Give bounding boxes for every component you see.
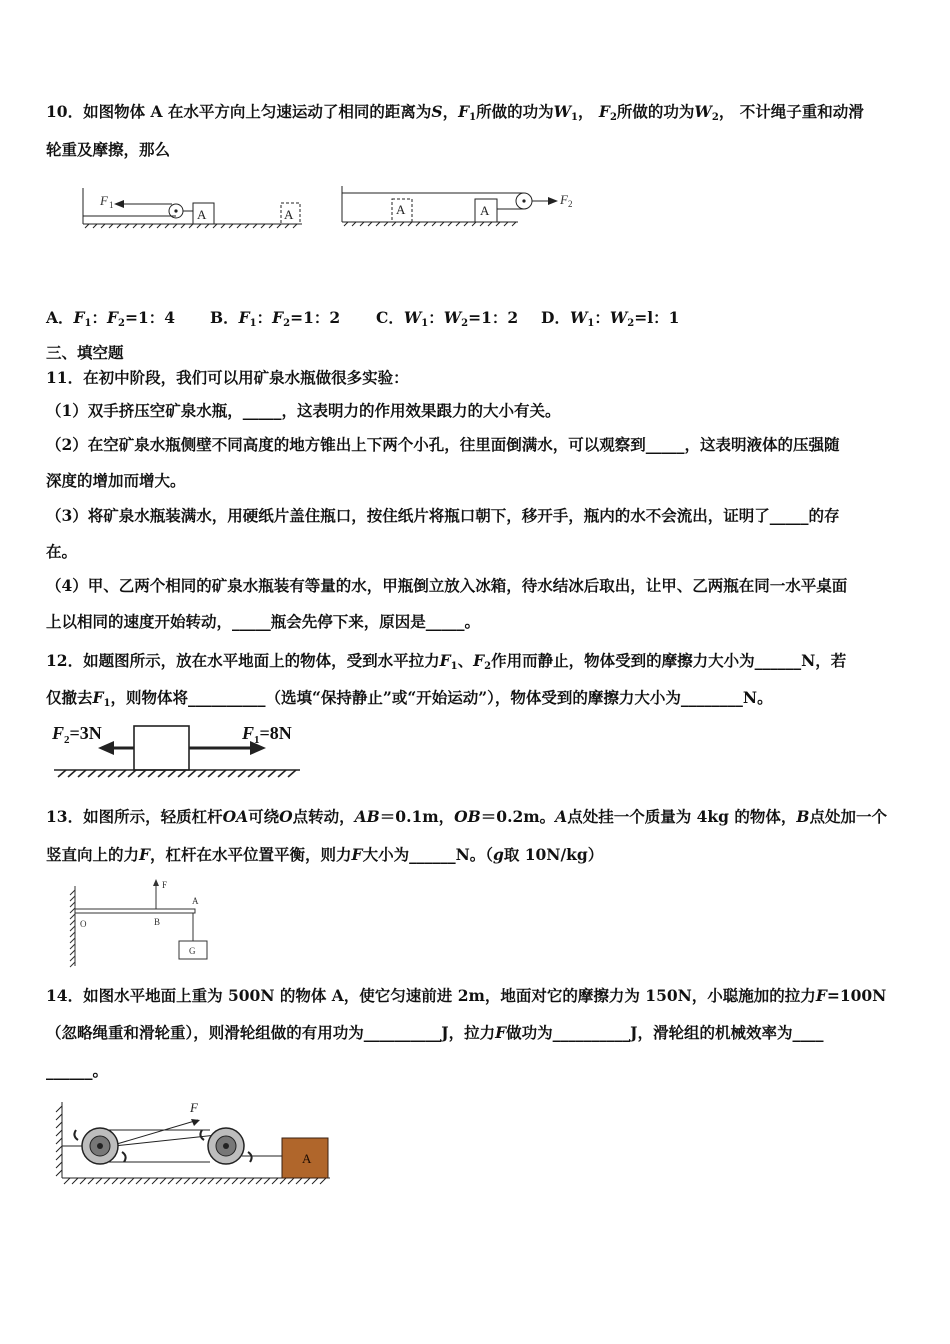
q13-line2: 竖直向上的力F，杠杆在水平位置平衡，则力F大小为______N。（g取 10N/kg） [46, 845, 604, 864]
q11-part3b: 在。 [46, 542, 78, 561]
q12-line2: 仅撤去$F_1$，则物体将__________（选填“保持静止”或“开始运动”），物体受到的摩擦力大小为________N。 [46, 688, 773, 709]
q12-fig-f2-value: =3N [69, 723, 102, 743]
q10-option-c[interactable]: C．$W_1$：$W_2=1$：2 [376, 308, 519, 329]
q14-fig-block-a: A [302, 1151, 312, 1166]
q10-option-b[interactable]: B．$F_1$：$F_2=1$：2 [210, 308, 341, 329]
q10-figure-left [80, 186, 310, 234]
svg-text:F2=3N [51, 723, 102, 746]
q13-fig-b: B [154, 917, 161, 927]
q13-line1: 13．如图所示，轻质杠杆OA可绕O点转动，AB＝0.1m，OB＝0.2m。A点处挂一个质量为 4kg 的物体，B点处加一个 [46, 807, 887, 826]
q10-left-block-a: A [197, 207, 207, 222]
q10-right-f2-sub: 2 [568, 199, 573, 209]
q11-intro: 11．在初中阶段，我们可以用矿泉水瓶做很多实验： [46, 368, 409, 387]
q11-part4a: （4）甲、乙两个相同的矿泉水瓶装有等量的水，甲瓶倒立放入冰箱，待水结冰后取出，让甲、乙两瓶在同一水平桌面 [46, 576, 848, 595]
q11-part2a: （2）在空矿泉水瓶侧壁不同高度的地方锥出上下两个小孔，往里面倒满水，可以观察到_____，这表明液体的压强随 [46, 435, 840, 454]
q12-fig-f2-label: F [52, 723, 65, 743]
q10-left-ghost-a: A [284, 207, 294, 222]
q14-line2: （忽略绳重和滑轮重），则滑轮组做的有用功为__________J，拉力F做功为__________J，滑轮组的机械效率为____ [46, 1023, 824, 1042]
q12-figure [52, 720, 308, 778]
q10-option-d[interactable]: D．$W_1$：$W_2=l$：1 [541, 308, 680, 329]
q10-right-f2-label: F [560, 192, 568, 207]
q12-line1: 12．如题图所示，放在水平地面上的物体，受到水平拉力$F_1$、$F_2$作用而静止，物体受到的摩擦力大小为______N，若 [46, 651, 847, 672]
q12-fig-f1-label: F [242, 723, 255, 743]
q13-fig-f: F [162, 880, 168, 890]
q10-left-f1-label: F [100, 193, 108, 208]
q12-fig-f1-value: =8N [259, 723, 292, 743]
q14-line1: 14．如图水平地面上重为 500N 的物体 A，使它匀速前进 2m，地面对它的摩擦力为 150N，小聪施加的拉力F=100N [46, 986, 887, 1005]
section-heading: 三、填空题 [46, 343, 124, 362]
q14-figure [50, 1096, 334, 1188]
q10-option-a[interactable]: A．$F_1$：$F_2=1$：4 [46, 308, 176, 329]
q12-fig-f2-sub: 2 [64, 734, 70, 746]
q12-fig-f1-sub: 1 [254, 734, 260, 746]
q11-part4b: 上以相同的速度开始转动，_____瓶会先停下来，原因是_____。 [46, 612, 481, 631]
q13-figure [68, 878, 218, 970]
q13-fig-g: G [189, 946, 196, 956]
q14-line3: ______。 [46, 1061, 109, 1080]
q10-right-block-a: A [480, 203, 490, 218]
q10-line2: 轮重及摩擦，那么 [46, 140, 171, 159]
q14-fig-f-label: F [190, 1100, 198, 1115]
q11-part3a: （3）将矿泉水瓶装满水，用硬纸片盖住瓶口，按住纸片将瓶口朝下，移开手，瓶内的水不会流出，证明了_____的存 [46, 506, 840, 525]
q13-fig-a: A [192, 896, 199, 906]
svg-text:F1=8N [241, 723, 292, 746]
q11-part1: （1）双手挤压空矿泉水瓶，_____，这表明力的作用效果跟力的大小有关。 [46, 401, 561, 420]
q11-part2b: 深度的增加而增大。 [46, 471, 186, 490]
q10-right-ghost-a: A [396, 202, 406, 217]
q10-left-f1-sub: 1 [109, 200, 114, 210]
q13-fig-o: O [80, 919, 87, 929]
q10-figure-right [336, 180, 586, 230]
q10-line1: 10．如图物体 A 在水平方向上匀速运动了相同的距离为S，$F_1$所做的功为$W_1$， $F_2$所做的功为$W_2$， 不计绳子重和动滑 [46, 102, 864, 123]
